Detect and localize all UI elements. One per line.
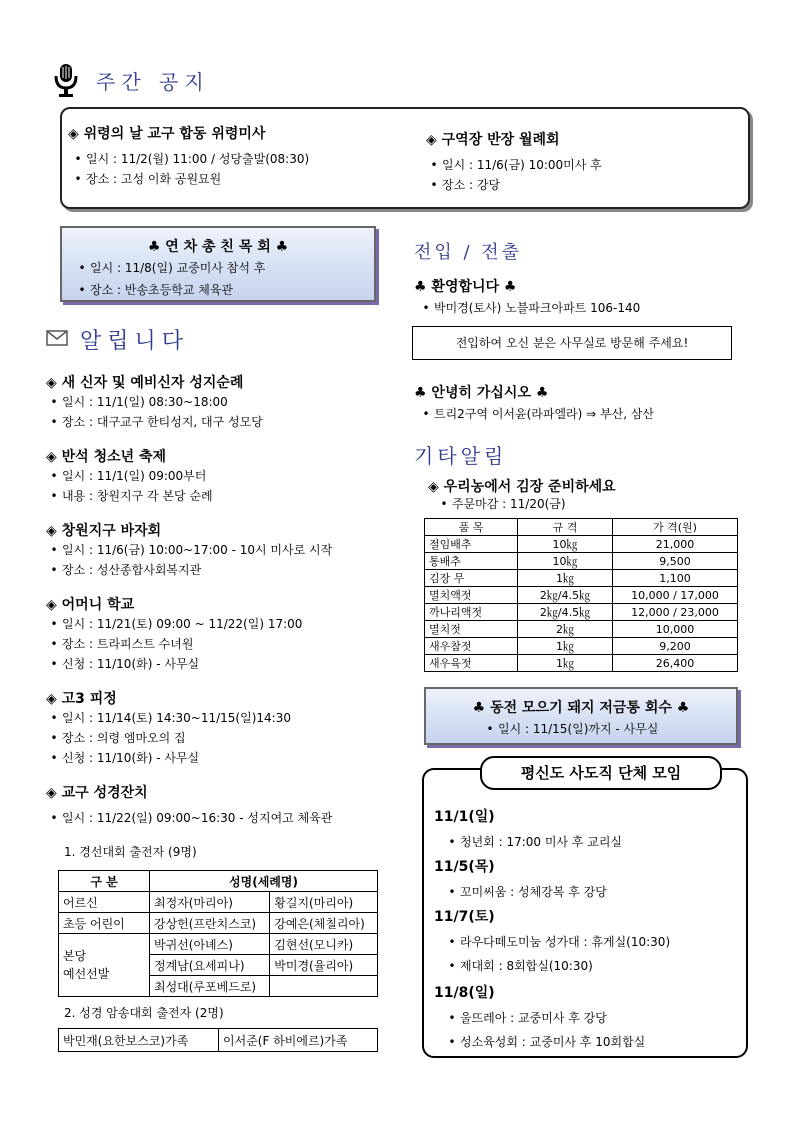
group-date: 11/7(토) <box>434 909 495 925</box>
table-row <box>425 655 738 672</box>
table-cell: 21,000 <box>613 536 738 553</box>
farewell-title: ♣ 안녕히 가십시오 ♣ <box>414 385 549 401</box>
table-cell: 26,400 <box>613 655 738 672</box>
table-cell: 2㎏/4.5㎏ <box>518 587 613 604</box>
table-cell: 12,000 / 23,000 <box>613 604 738 621</box>
table-cell: 박민재(요한보스코)가족 <box>59 1029 219 1052</box>
table-header: 가 격(원) <box>613 519 738 536</box>
table-cell: 새우육젓 <box>425 655 518 672</box>
notice-item <box>46 372 263 432</box>
table-cell: 2㎏ <box>518 621 613 638</box>
table-cell: 초등 어린이 <box>59 913 150 934</box>
group-day <box>434 856 607 902</box>
table-row <box>59 871 378 892</box>
table-header: 구 분 <box>59 871 150 892</box>
table-cell: 9,500 <box>613 553 738 570</box>
table-cell: 통배추 <box>425 553 518 570</box>
notice-line: • 일시 : 11/1(일) 08:30~18:00 <box>50 395 228 409</box>
table-cell: 절임배추 <box>425 536 518 553</box>
table-row <box>425 604 738 621</box>
table-header: 품 목 <box>425 519 518 536</box>
table-row <box>425 519 738 536</box>
group-date: 11/1(일) <box>434 809 495 825</box>
notice-line: • 일시 : 11/21(토) 09:00 ~ 11/22(일) 17:00 <box>50 617 303 631</box>
farewell-line: • 트리2구역 이서윤(라파엘라) ⇒ 부산, 삼산 <box>422 407 655 421</box>
table-row <box>425 587 738 604</box>
table-cell: 10,000 / 17,000 <box>613 587 738 604</box>
table-cell: 김현선(모니카) <box>270 934 378 955</box>
table-cell: 김장 무 <box>425 570 518 587</box>
piggy-line: • 일시 : 11/15(일)까지 - 사무실 <box>486 722 659 736</box>
group-item: • 성소육성회 : 교중미사 후 10회합실 <box>448 1035 646 1049</box>
table-cell: 10,000 <box>613 621 738 638</box>
table-cell <box>270 976 378 997</box>
table-row <box>425 638 738 655</box>
notice-line: • 일시 : 11/14(토) 14:30~11/15(일)14:30 <box>50 711 291 725</box>
group-item: • 꼬미씨움 : 성체강복 후 강당 <box>448 885 607 899</box>
group-item: • 울뜨레아 : 교중미사 후 강당 <box>448 1011 607 1025</box>
table-row <box>425 570 738 587</box>
table-cell: 최성대(루포베드로) <box>150 976 270 997</box>
notice-title: ◈ 고3 피정 <box>46 691 117 707</box>
table-cell: 박귀선(아녜스) <box>150 934 270 955</box>
notice-line: • 내용 : 창원지구 각 본당 순례 <box>50 489 213 503</box>
notice-item <box>46 688 291 768</box>
welcome-line: • 박미경(토사) 노블파크아파트 106-140 <box>422 301 641 315</box>
notice-line: • 신청 : 11/10(화) - 사무실 <box>50 751 200 765</box>
microphone-icon <box>52 62 80 98</box>
table-cell: 강예은(체칠리아) <box>270 913 378 934</box>
notice-item <box>46 782 332 828</box>
notice-line: • 신청 : 11/10(화) - 사무실 <box>50 657 200 671</box>
yeoncha-box <box>60 226 376 302</box>
group-date: 11/8(일) <box>434 985 495 1001</box>
group-item: • 제대회 : 8회합실(10:30) <box>448 959 593 973</box>
notice-title: ◈ 창원지구 바자회 <box>46 523 162 539</box>
event-title: ◈ 구역장 반장 월례회 <box>426 132 560 148</box>
group-item: • 청년회 : 17:00 미사 후 교리실 <box>448 835 623 849</box>
table-header: 규 격 <box>518 519 613 536</box>
table-cell: 9,200 <box>613 638 738 655</box>
table-cell: 어르신 <box>59 892 150 913</box>
table-cell: 10㎏ <box>518 536 613 553</box>
event-title: ◈ 위령의 날 교구 합동 위령미사 <box>68 126 266 142</box>
notice-line: • 장소 : 대구교구 한티성지, 대구 성모당 <box>50 415 263 429</box>
yeoncha-line: • 장소 : 반송초등학교 체육관 <box>78 283 233 297</box>
event-line: • 장소 : 강당 <box>430 178 501 192</box>
recitation-table <box>58 1028 378 1052</box>
transfer-title: 전입 / 전출 <box>414 242 523 263</box>
piggy-bank-box <box>424 687 738 745</box>
table-cell: 1㎏ <box>518 638 613 655</box>
table-row <box>59 913 378 934</box>
table-cell: 1㎏ <box>518 655 613 672</box>
table-cell: 10㎏ <box>518 553 613 570</box>
table-cell: 이서준(F 하비에르)가족 <box>219 1029 378 1052</box>
other-title: 기타알림 <box>414 444 508 468</box>
table-cell: 정계남(요세피나) <box>150 955 270 976</box>
table-cell: 1,100 <box>613 570 738 587</box>
event-line: • 장소 : 고성 이화 공원묘원 <box>74 172 222 186</box>
groups-title: 평신도 사도직 단체 모임 <box>480 756 722 790</box>
contest-roster-table <box>58 870 378 997</box>
table-cell: 멸치액젓 <box>425 587 518 604</box>
notice-item <box>46 446 213 506</box>
kimchi-price-table <box>424 518 738 672</box>
table-row <box>425 553 738 570</box>
event-line: • 일시 : 11/6(금) 10:00미사 후 <box>430 158 602 172</box>
kimchi-deadline: • 주문마감 : 11/20(금) <box>440 497 566 511</box>
table-cell: 2㎏/4.5㎏ <box>518 604 613 621</box>
notice-title: ◈ 교구 성경잔치 <box>46 785 148 801</box>
notice-line: • 장소 : 의령 엠마오의 집 <box>50 731 186 745</box>
piggy-title: ♣ 동전 모으기 돼지 저금통 회수 ♣ <box>472 700 690 716</box>
welcome-title: ♣ 환영합니다 ♣ <box>414 279 517 295</box>
move-in-notice: 전입하여 오신 분은 사무실로 방문해 주세요! <box>412 326 732 360</box>
table-cell: 멸치젓 <box>425 621 518 638</box>
yeoncha-line: • 일시 : 11/8(일) 교중미사 참석 후 <box>78 261 266 275</box>
table-cell: 1㎏ <box>518 570 613 587</box>
notice-title: ◈ 새 신자 및 예비신자 성지순례 <box>46 375 244 391</box>
page-title: 주간 공지 <box>96 70 210 94</box>
notice-line: • 일시 : 11/6(금) 10:00~17:00 - 10시 미사로 시작 <box>50 543 333 557</box>
group-day <box>434 906 670 976</box>
table-cell: 황길지(마리아) <box>270 892 378 913</box>
group-day <box>434 982 645 1052</box>
notices-title: 알립니다 <box>80 329 190 354</box>
table-cell: 본당 예선선발 <box>59 934 150 997</box>
table-row <box>59 1029 378 1052</box>
top-events-box <box>60 107 750 209</box>
notice-item <box>46 520 332 580</box>
envelope-icon <box>46 330 68 346</box>
notice-title: ◈ 반석 청소년 축제 <box>46 449 167 465</box>
notice-line: • 장소 : 성산종합사회복지관 <box>50 563 202 577</box>
table-cell: 강상헌(프란치스코) <box>150 913 270 934</box>
table-cell: 새우참젓 <box>425 638 518 655</box>
notice-title: ◈ 어머니 학교 <box>46 597 135 613</box>
table-cell: 박미경(율리아) <box>270 955 378 976</box>
table-cell: 최정자(마리아) <box>150 892 270 913</box>
group-item: • 라우다떼도미눔 성가대 : 휴게실(10:30) <box>448 935 671 949</box>
notice-line: • 일시 : 11/1(일) 09:00부터 <box>50 469 207 483</box>
group-day <box>434 806 622 852</box>
table-row <box>425 621 738 638</box>
group-date: 11/5(목) <box>434 859 495 875</box>
table-header: 성명(세례명) <box>150 871 378 892</box>
event-line: • 일시 : 11/2(월) 11:00 / 성당출발(08:30) <box>74 152 310 166</box>
contest-sub1: 1. 경선대회 출전자 (9명) <box>64 845 197 859</box>
table-row <box>59 934 378 955</box>
yeoncha-title: ♣ 연 차 총 친 목 회 ♣ <box>147 239 289 255</box>
notice-line: • 일시 : 11/22(일) 09:00~16:30 - 성지여고 체육관 <box>50 811 333 825</box>
notice-item <box>46 594 302 674</box>
table-cell: 까나리액젓 <box>425 604 518 621</box>
contest-sub2: 2. 성경 암송대회 출전자 (2명) <box>64 1006 224 1020</box>
table-row <box>425 536 738 553</box>
kimchi-title: ◈ 우리농에서 김장 준비하세요 <box>428 479 616 495</box>
notice-line: • 장소 : 트라피스트 수녀원 <box>50 637 194 651</box>
table-row <box>59 892 378 913</box>
